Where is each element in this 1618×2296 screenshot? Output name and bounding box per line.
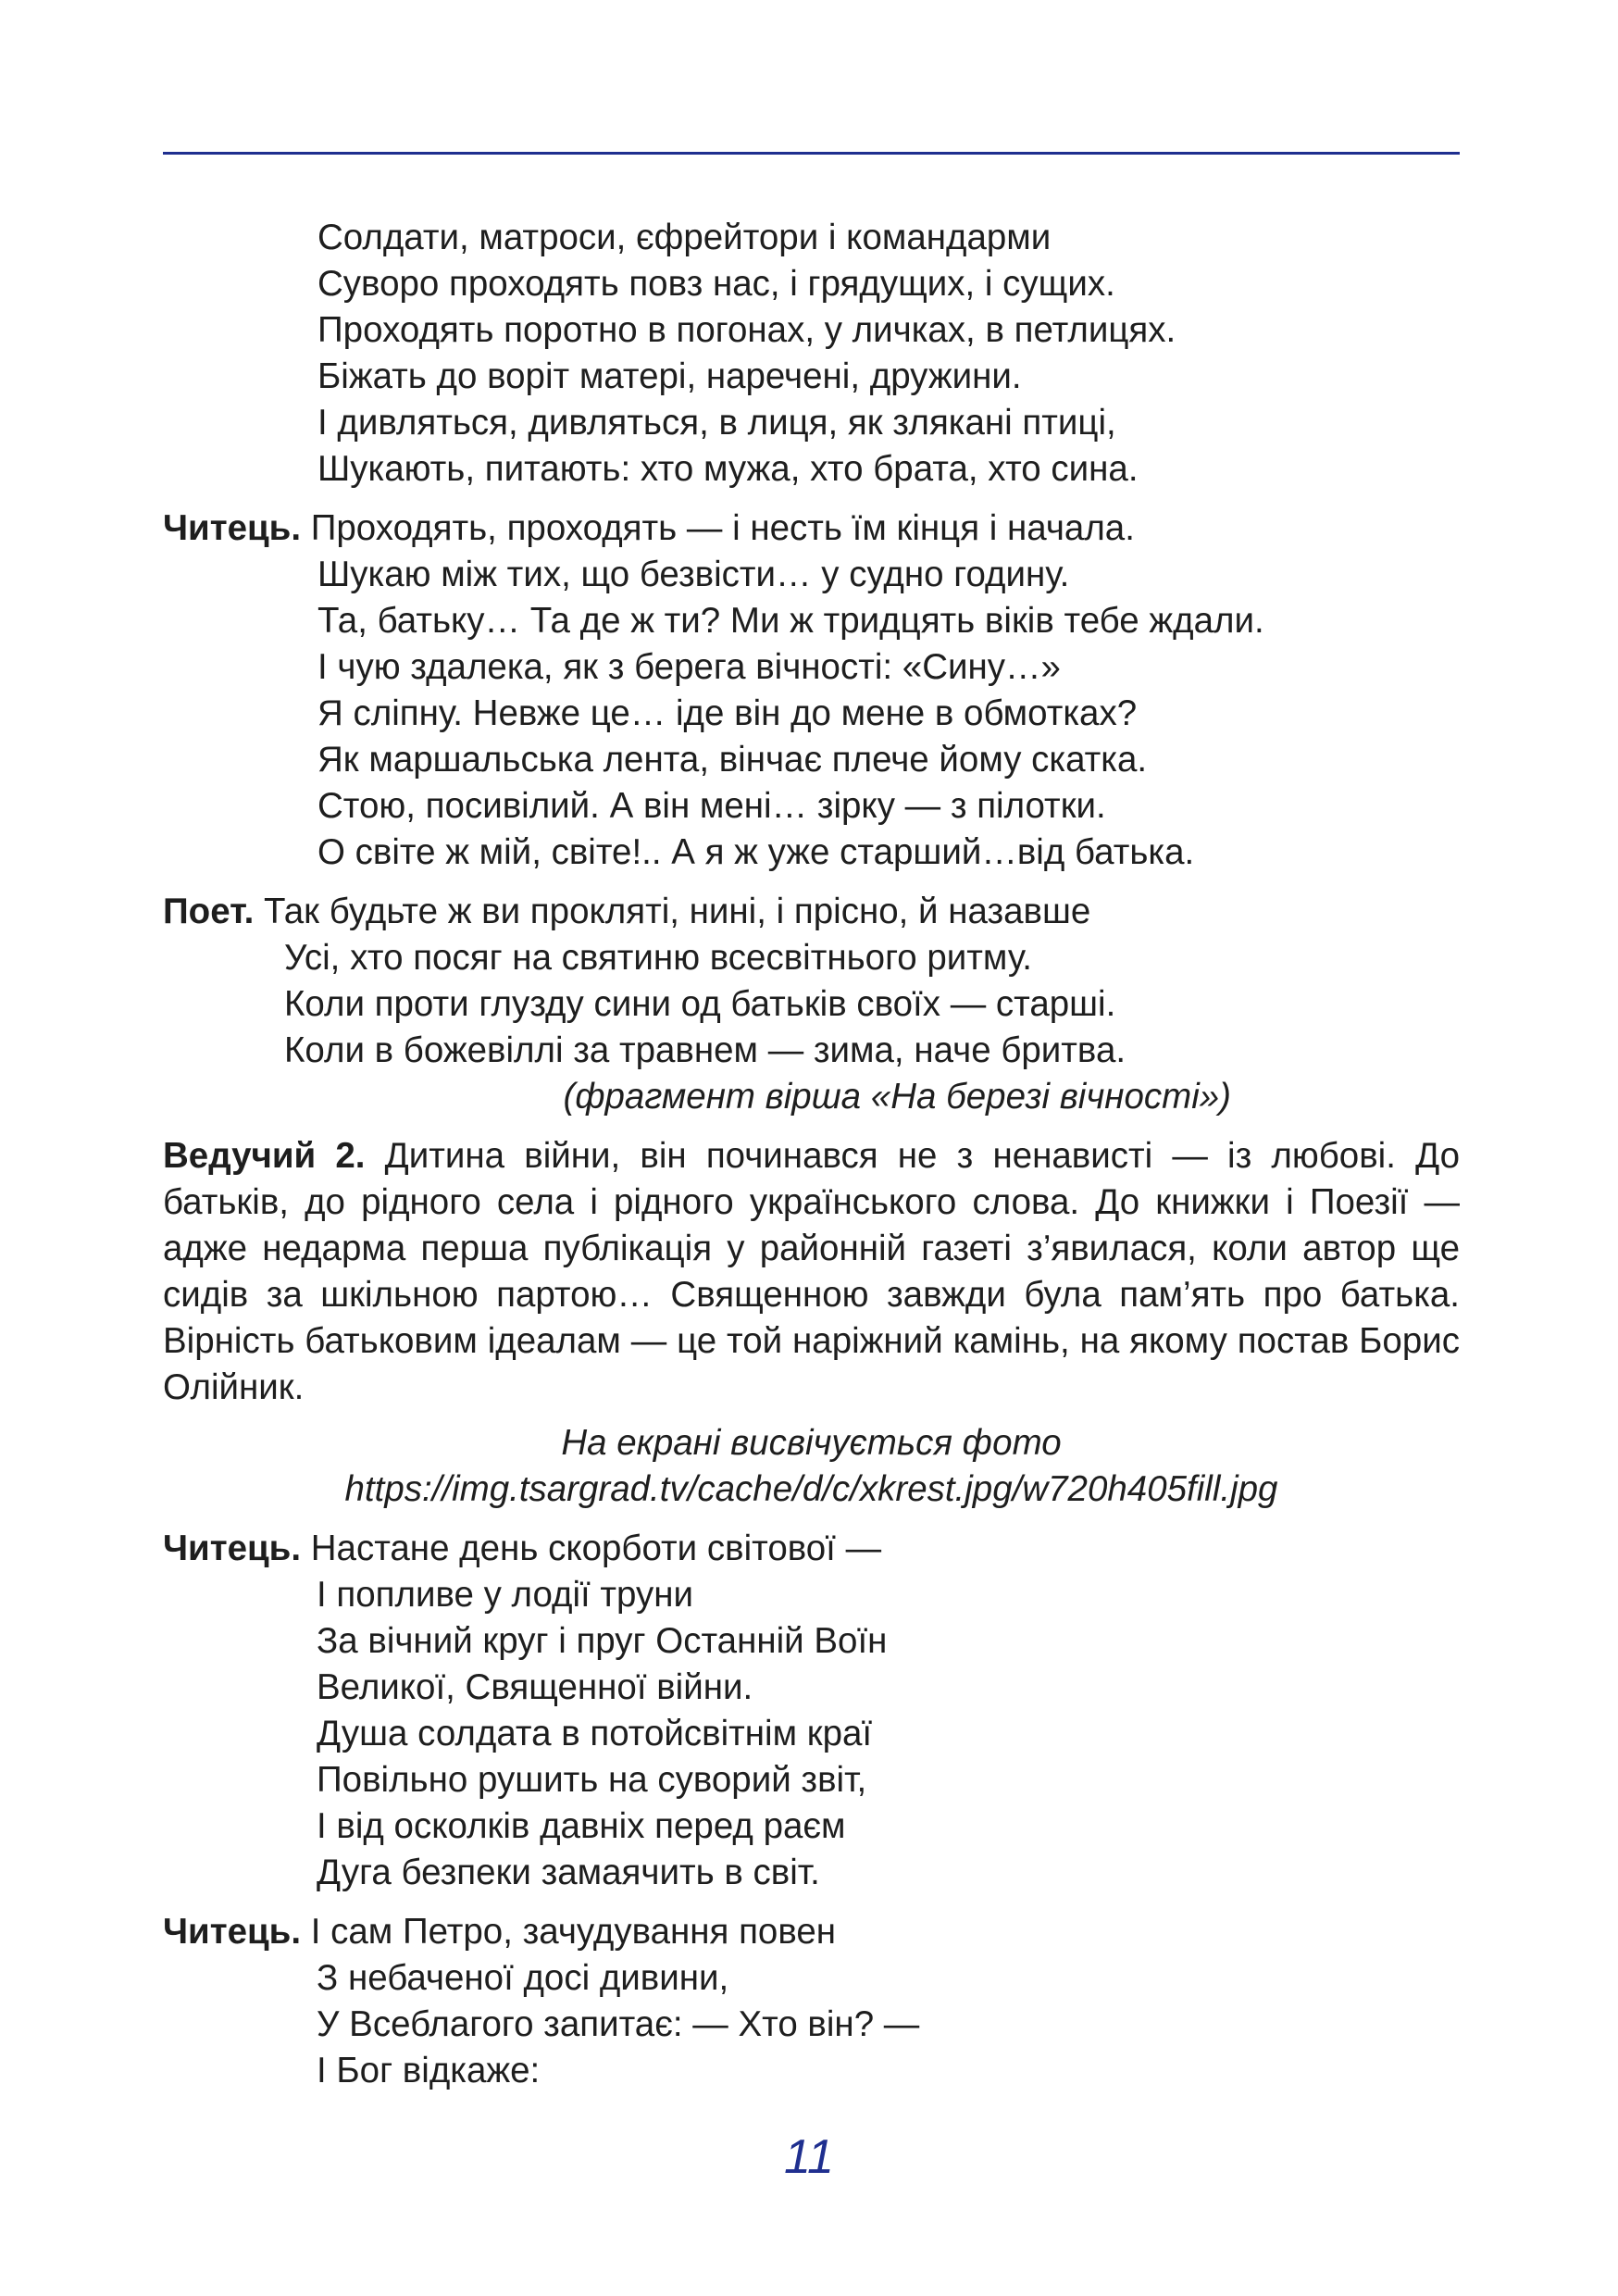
poem-line: Стою, посивілий. А він мені… зірку — з пілотки. xyxy=(317,786,1106,826)
poem-line-text: Настане день скорботи світової — xyxy=(301,1529,882,1568)
reader-stanza-2 xyxy=(163,1526,1460,1896)
poem-line xyxy=(163,505,1460,552)
poem-line: Суворо проходять повз нас, і грядущих, і сущих. xyxy=(317,264,1115,304)
poem-line: Усі, хто посяг на святиню всесвітнього ритму. xyxy=(284,938,1032,978)
poem-line: Я сліпну. Невже це… іде він до мене в обмотках? xyxy=(317,693,1138,733)
poem-line xyxy=(163,1526,1460,1572)
poem-line: Як маршальська лента, вінчає плече йому скатка. xyxy=(317,740,1148,780)
poem-line: Дуга безпеки замаячить в світ. xyxy=(317,1853,820,1892)
poem-line: Великої, Священної війни. xyxy=(317,1667,753,1707)
speaker-label: Поет. xyxy=(163,892,255,931)
poem-line: О світе ж мій, світе!.. А я ж уже старший…від батька. xyxy=(317,832,1195,872)
header-rule xyxy=(163,152,1460,155)
poem-line: Шукаю між тих, що безвісти… у судно годину. xyxy=(317,555,1070,594)
reader-stanza-3 xyxy=(163,1909,1460,2094)
poem-line: І чую здалека, як з берега вічності: «Сину…» xyxy=(317,647,1061,687)
poem-line: Душа солдата в потойсвітнім краї xyxy=(317,1714,873,1753)
speaker-label: Читець. xyxy=(163,1529,302,1568)
host-paragraph xyxy=(163,1133,1460,1513)
poem-stanza-1 xyxy=(163,215,1460,493)
paragraph xyxy=(163,1133,1460,1411)
poet-stanza xyxy=(163,889,1460,1120)
reader-stanza-1 xyxy=(163,505,1460,876)
poem-line: Коли в божевіллі за травнем — зима, наче бритва. xyxy=(284,1030,1126,1070)
poem-line: І попливе у лодії труни xyxy=(317,1575,694,1615)
poem-line: І від осколків давніх перед раєм xyxy=(317,1806,846,1846)
page-number: 11 xyxy=(784,2130,834,2184)
page-body xyxy=(163,215,1460,2094)
poem-line: Проходять поротно в погонах, у личках, в петлицях. xyxy=(317,310,1176,350)
poem-line: І Бог відкаже: xyxy=(317,2051,541,2090)
poem-line: Біжать до воріт матері, наречені, дружини. xyxy=(317,356,1022,396)
poem-line: Шукають, питають: хто мужа, хто брата, хто сина. xyxy=(317,449,1139,489)
speaker-label: Ведучий 2. xyxy=(163,1136,366,1176)
poem-line: Повільно рушить на суворий звіт, xyxy=(317,1760,867,1800)
poem-line: Та, батьку… Та де ж ти? Ми ж тридцять віків тебе ждали. xyxy=(317,601,1264,641)
poem-line-text: Проходять, проходять — і несть їм кінця і начала. xyxy=(301,508,1135,548)
poem-line: У Всеблагого запитає: — Хто він? — xyxy=(317,2004,920,2044)
poem-line-text: Так будьте ж ви прокляті, нині, і прісно, й назавше xyxy=(254,892,1091,931)
poem-line-text: І сам Петро, зачудування повен xyxy=(301,1912,837,1952)
poem-line xyxy=(163,889,1460,935)
poem-line: За вічний круг і пруг Останній Воїн xyxy=(317,1621,888,1661)
speaker-label: Читець. xyxy=(163,1912,302,1952)
screen-note: На екрані висвічується фото xyxy=(561,1423,1062,1463)
poem-line: І дивляться, дивляться, в лиця, як злякані птиці, xyxy=(317,403,1116,443)
poem-line: З небаченої досі дивини, xyxy=(317,1958,729,1998)
photo-url: https://img.tsargrad.tv/cache/d/c/xkrest.jpg/w720h405fill.jpg xyxy=(344,1469,1278,1509)
speaker-label: Читець. xyxy=(163,508,302,548)
poem-source-caption: (фрагмент вірша «На березі вічності») xyxy=(563,1077,1231,1117)
paragraph-text: Дитина війни, він починався не з ненависті — із любові. До батьків, до рідного села і рідного українського слова. До книжки і Поезії — адже недарма перша публікація у районній газеті з’явилася, коли автор ще сидів за шкільною партою… Священною завжди була пам’ять про батька. Вірність батьковим ідеалам — це той наріжний камінь, на якому постав Борис Олійник. xyxy=(163,1136,1460,1407)
poem-line xyxy=(163,1909,1460,1955)
poem-line: Коли проти глузду сини од батьків своїх — старші. xyxy=(284,984,1116,1024)
poem-line: Солдати, матроси, єфрейтори і командарми xyxy=(317,218,1052,257)
